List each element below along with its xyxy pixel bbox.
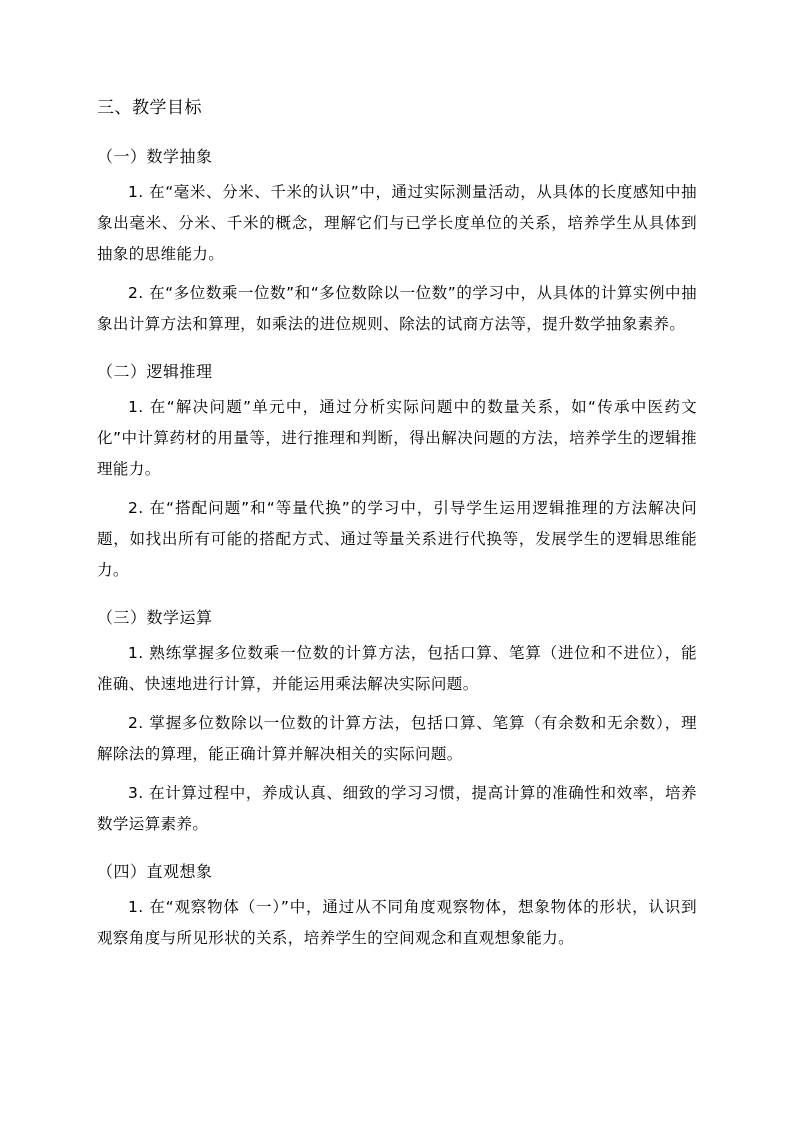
section-heading-intuitive-imagination: （四）直观想象 <box>97 862 213 881</box>
document-content <box>97 93 697 954</box>
paragraph: 3. 在计算过程中，养成认真、细致的学习习惯，提高计算的准确性和效率，培养数学运算素养。 <box>97 784 697 833</box>
paragraph: 2. 在“搭配问题”和“等量代换”的学习中，引导学生运用逻辑推理的方法解决问题，如找出所有可能的搭配方式、通过等量关系进行代换等，发展学生的逻辑思维能力。 <box>97 499 697 579</box>
paragraph: 2. 掌握多位数除以一位数的计算方法，包括口算、笔算（有余数和无余数），理解除法的算理，能正确计算并解决相关的实际问题。 <box>97 714 697 763</box>
paragraph: 1. 在“观察物体（一）”中，通过从不同角度观察物体，想象物体的形状，认识到观察角度与所见形状的关系，培养学生的空间观念和直观想象能力。 <box>97 898 697 947</box>
section-heading-math-operation: （三）数学运算 <box>97 608 213 627</box>
paragraph: 1. 在“毫米、分米、千米的认识”中，通过实际测量活动，从具体的长度感知中抽象出毫米、分米、千米的概念，理解它们与已学长度单位的关系，培养学生从具体到抽象的思维能力。 <box>97 183 697 263</box>
page-title: 三、教学目标 <box>97 98 202 118</box>
section-heading-logical-reasoning: （二）逻辑推理 <box>97 362 213 381</box>
paragraph: 2. 在“多位数乘一位数”和“多位数除以一位数”的学习中，从具体的计算实例中抽象出计算方法和算理，如乘法的进位规则、除法的试商方法等，提升数学抽象素养。 <box>97 284 697 333</box>
section-heading-math-abstraction: （一）数学抽象 <box>97 147 213 166</box>
paragraph: 1. 熟练掌握多位数乘一位数的计算方法，包括口算、笔算（进位和不进位），能准确、快速地进行计算，并能运用乘法解决实际问题。 <box>97 644 697 693</box>
paragraph: 1. 在“解决问题”单元中，通过分析实际问题中的数量关系，如“传承中医药文化”中计算药材的用量等，进行推理和判断，得出解决问题的方法，培养学生的逻辑推理能力。 <box>97 398 697 478</box>
